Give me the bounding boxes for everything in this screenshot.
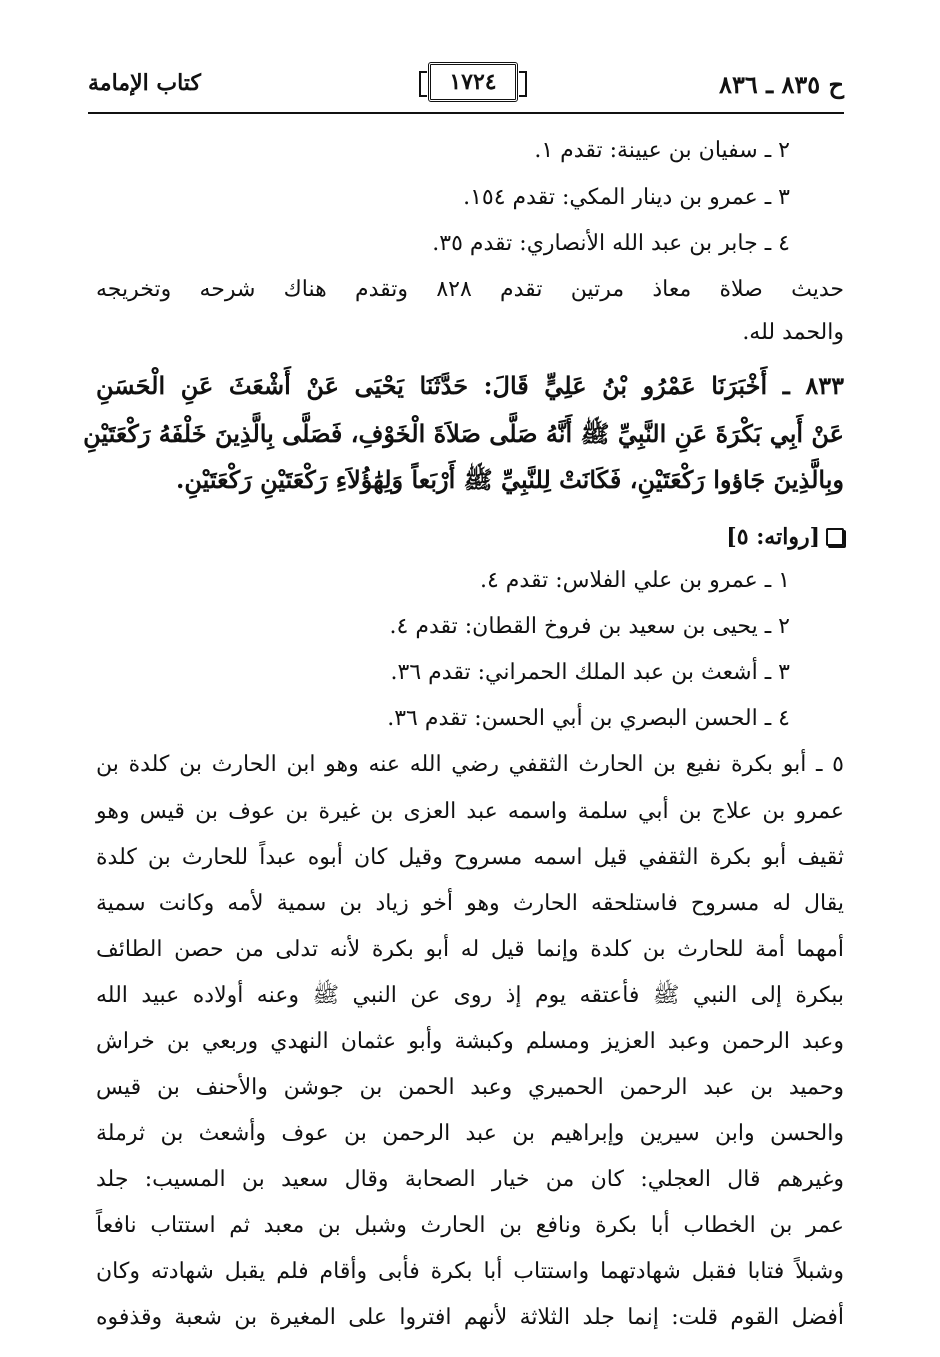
- narrator-line: ٣ ـ عمرو بن دينار المكي: تقدم ١٥٤.: [463, 185, 790, 210]
- biography-line: وحميد بن عبد الرحمن الحميري وعبد الحمن بن جوشن والأحنف بن قيس: [96, 1075, 844, 1100]
- biography-line: وعبد الرحمن وعبد العزيز ومسلم وكبشة وأبو عثمان النهدي وربعي بن خراش: [96, 1029, 844, 1054]
- header-rule: [88, 112, 844, 114]
- hadith-line: عَنْ أَبِي بَكْرَةَ عَنِ النَّبِيِّ ﷺ أَنَّهُ صَلَّى صَلاَةَ الْخَوْفِ، فَصَلَّى بِالَّذِينَ خَلْفَهُ رَكْعَتَيْنِ: [83, 419, 844, 448]
- biography-line: ببكرة إلى النبي ﷺ فأعتقه يوم إذ روى عن النبي ﷺ وعنه أولاده عبيد الله: [96, 983, 844, 1008]
- biography-line: عمرو بن علاج بن أبي سلمة واسمه عبد العزى بن غيرة بن عوف بن قيس وهو: [96, 799, 844, 824]
- narrator-line: ٤ ـ جابر بن عبد الله الأنصاري: تقدم ٣٥.: [432, 231, 790, 256]
- narrator-line: ١ ـ عمرو بن علي الفلاس: تقدم ٤.: [479, 568, 790, 593]
- page-number-box: [428, 62, 518, 102]
- page-header: [88, 62, 844, 108]
- note-line: حديث صلاة معاذ مرتين تقدم ٨٢٨ وتقدم هناك شرحه وتخريجه: [96, 277, 844, 302]
- hadith-range: ح ٨٣٥ ـ ٨٣٦: [719, 70, 844, 99]
- biography-line: ٥ ـ أبو بكرة نفيع بن الحارث الثقفي رضي الله عنه وهو ابن الحارث بن كلدة بن: [96, 752, 844, 777]
- biography-line: وغيرهم قال العجلي: كان من خيار الصحابة وقال سعيد بن المسيب: جلد: [96, 1167, 844, 1192]
- narrators-heading: [726, 524, 844, 550]
- hadith-line: وبِالَّذِينَ جَاؤوا رَكْعَتَيْنِ، فَكَانَتْ لِلنَّبِيِّ ﷺ أَرْبَعاً وَلِهَٰؤُلاَءِ رَكْعَتَيْنِ رَكْعَتَيْنِ.: [176, 465, 844, 494]
- narrator-line: ٢ ـ يحيى بن سعيد بن فروخ القطان: تقدم ٤.: [389, 614, 790, 639]
- biography-line: أفضل القوم قلت: إنما جلد الثلاثة لأنهم افتروا على المغيرة بن شعبة وقذفوه: [96, 1305, 844, 1330]
- page-number: ١٧٢٤: [449, 69, 497, 95]
- hadith-line: ٨٣٣ ـ أَخْبَرَنَا عَمْرُو بْنُ عَلِيٍّ قَالَ: حَدَّثَنَا يَحْيَى عَنْ أَشْعَثَ عَنِ الْحَسَنِ: [96, 371, 844, 400]
- square-bullet-icon: [826, 528, 844, 546]
- narrators-heading-text: [رواته: ٥]: [726, 524, 820, 550]
- biography-line: ثقيف أبو بكرة الثقفي قيل اسمه مسروح وقيل كان أبوه عبداً للحارث بن كلدة: [96, 845, 844, 870]
- biography-line: والحسن وابن سيرين وإبراهيم بن عبد الرحمن بن عوف وأشعث بن ثرملة: [96, 1121, 844, 1146]
- narrator-line: ٤ ـ الحسن البصري بن أبي الحسن: تقدم ٣٦.: [387, 706, 790, 731]
- note-line: والحمد لله.: [742, 320, 844, 345]
- narrator-line: ٣ ـ أشعث بن عبد الملك الحمراني: تقدم ٣٦.: [390, 660, 790, 685]
- book-title: كتاب الإمامة: [88, 70, 201, 96]
- biography-line: وشبلاً فتابا فقبل شهادتهما واستتاب أبا بكرة فأبى وأقام فلم يقبل شهادته وكان: [96, 1259, 844, 1284]
- biography-line: أمهما أمة للحارث بن كلدة وإنما قيل له أبو بكرة لأنه تدلى من حصن الطائف: [96, 937, 844, 962]
- narrator-line: ٢ ـ سفيان بن عيينة: تقدم ١.: [534, 138, 790, 163]
- biography-line: يقال له مسروح فاستلحقه الحارث وهو أخو زياد بن سمية لأمه وكانت سمية: [96, 891, 844, 916]
- biography-line: عمر بن الخطاب أبا بكرة ونافع بن الحارث وشبل بن معبد ثم استتاب نافعاً: [96, 1213, 844, 1238]
